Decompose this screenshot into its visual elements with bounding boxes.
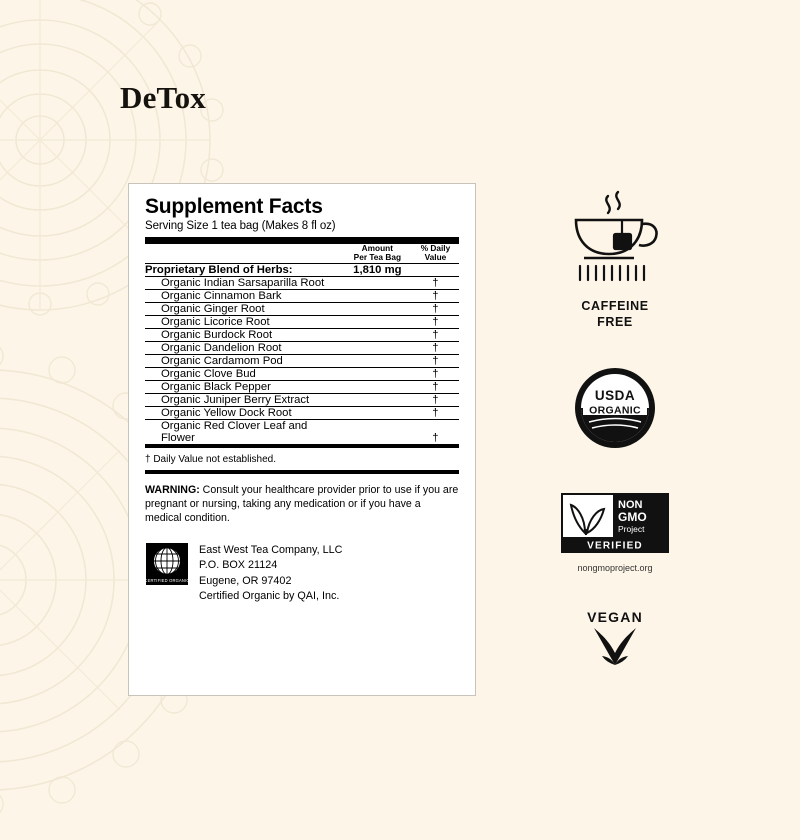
ingredient-daily-value: † [412, 341, 459, 354]
badge-vegan [540, 609, 690, 676]
caffeine-free-label [540, 299, 690, 330]
warning-body: Consult your healthcare provider prior to use if you are pregnant or nursing, taking any medication or if you have a medical condition. [145, 483, 459, 525]
ingredient-daily-value: † [412, 289, 459, 302]
ingredient-daily-value: † [412, 393, 459, 406]
table-row [145, 328, 459, 341]
caffeine-free-line1: CAFFEINE [581, 299, 649, 313]
ingredient-amount [343, 289, 412, 302]
ingredient-name: Organic Red Clover Leaf and Flower [145, 419, 343, 444]
svg-text:NON: NON [618, 499, 643, 512]
ingredient-amount [343, 393, 412, 406]
caffeine-free-line2: FREE [597, 314, 633, 329]
ingredient-name: Organic Licorice Root [145, 315, 343, 328]
company-info-block [145, 542, 459, 606]
company-address [199, 542, 342, 606]
panel-rule-thick [145, 237, 459, 244]
ingredient-amount [343, 380, 412, 393]
svg-text:ORGANIC: ORGANIC [589, 404, 641, 417]
table-row [145, 380, 459, 393]
column-header-amount-line2: Per Tea Bag [353, 252, 402, 263]
blend-daily-value [412, 263, 459, 276]
warning-text-block [145, 483, 459, 526]
ingredient-daily-value: † [412, 302, 459, 315]
table-row [145, 315, 459, 328]
table-row [145, 276, 459, 289]
ingredient-name: Organic Burdock Root [145, 328, 343, 341]
tea-cup-icon [540, 186, 690, 291]
ingredient-name: Organic Cinnamon Bark [145, 289, 343, 302]
supplement-facts-panel [128, 183, 476, 696]
table-header-row [145, 244, 459, 263]
badge-non-gmo-verified [540, 493, 690, 573]
serving-size-text: Serving Size 1 tea bag (Makes 8 fl oz) [145, 220, 336, 233]
column-header-amount [343, 244, 412, 263]
ingredient-amount [343, 276, 412, 289]
badges-column [540, 180, 690, 676]
ingredient-name: Organic Clove Bud [145, 367, 343, 380]
product-title: DeTox [120, 80, 206, 115]
svg-text:USDA: USDA [594, 388, 636, 404]
table-row [145, 354, 459, 367]
certified-organic-seal-icon [145, 542, 189, 586]
blend-label: Proprietary Blend of Herbs: [145, 263, 343, 276]
svg-text:Project: Project [618, 524, 645, 535]
column-header-dv-line2: Value [424, 252, 447, 263]
badge-caffeine-free [540, 186, 690, 330]
svg-text:CERTIFIED ORGANIC: CERTIFIED ORGANIC [145, 577, 189, 583]
ingredient-amount [343, 341, 412, 354]
supplement-facts-title: Supplement Facts [145, 195, 323, 218]
column-header-amount-line1: Amount [361, 243, 394, 254]
ingredient-amount [343, 367, 412, 380]
ingredient-daily-value: † [412, 328, 459, 341]
table-row [145, 289, 459, 302]
table-row [145, 302, 459, 315]
ingredient-name: Organic Ginger Root [145, 302, 343, 315]
ingredient-amount [343, 328, 412, 341]
ingredient-name: Organic Indian Sarsaparilla Root [145, 276, 343, 289]
daily-value-footnote: † Daily Value not established. [145, 453, 277, 465]
non-gmo-url: nongmoproject.org [577, 563, 653, 574]
ingredient-amount [343, 419, 412, 444]
ingredient-amount [343, 354, 412, 367]
badge-usda-organic [540, 366, 690, 455]
svg-text:GMO: GMO [618, 510, 647, 525]
ingredient-amount [343, 406, 412, 419]
ingredient-daily-value: † [412, 354, 459, 367]
table-row [145, 367, 459, 380]
blend-amount: 1,810 mg [343, 263, 412, 276]
ingredient-amount [343, 302, 412, 315]
ingredient-name: Organic Black Pepper [145, 380, 343, 393]
ingredient-name: Organic Dandelion Root [145, 341, 343, 354]
warning-label: WARNING: [145, 483, 200, 496]
supplement-facts-table [145, 244, 459, 444]
company-city-state-zip: Eugene, OR 97402 [199, 574, 292, 587]
ingredient-daily-value: † [412, 419, 459, 444]
company-certification: Certified Organic by QAI, Inc. [199, 590, 340, 603]
non-gmo-project-icon [540, 493, 690, 558]
ingredient-name: Organic Yellow Dock Root [145, 406, 343, 419]
ingredient-name: Organic Cardamom Pod [145, 354, 343, 367]
vegan-leaf-icon [540, 625, 690, 676]
column-header-daily-value [412, 244, 459, 263]
table-row [145, 393, 459, 406]
column-header-dv-line1: % Daily [420, 243, 451, 254]
column-header-name [145, 244, 343, 263]
svg-text:VERIFIED: VERIFIED [587, 540, 643, 552]
company-po-box: P.O. BOX 21124 [199, 559, 278, 572]
table-row [145, 419, 459, 444]
ingredient-name: Organic Juniper Berry Extract [145, 393, 343, 406]
ingredient-daily-value: † [412, 406, 459, 419]
table-row-blend [145, 263, 459, 276]
company-name: East West Tea Company, LLC [199, 543, 343, 556]
table-row [145, 341, 459, 354]
table-row [145, 406, 459, 419]
usda-organic-icon [540, 366, 690, 455]
panel-rule-medium-bottom [145, 470, 459, 474]
vegan-label: VEGAN [587, 609, 643, 626]
ingredient-daily-value: † [412, 380, 459, 393]
ingredient-daily-value: † [412, 315, 459, 328]
ingredient-daily-value: † [412, 276, 459, 289]
ingredient-amount [343, 315, 412, 328]
ingredient-daily-value: † [412, 367, 459, 380]
